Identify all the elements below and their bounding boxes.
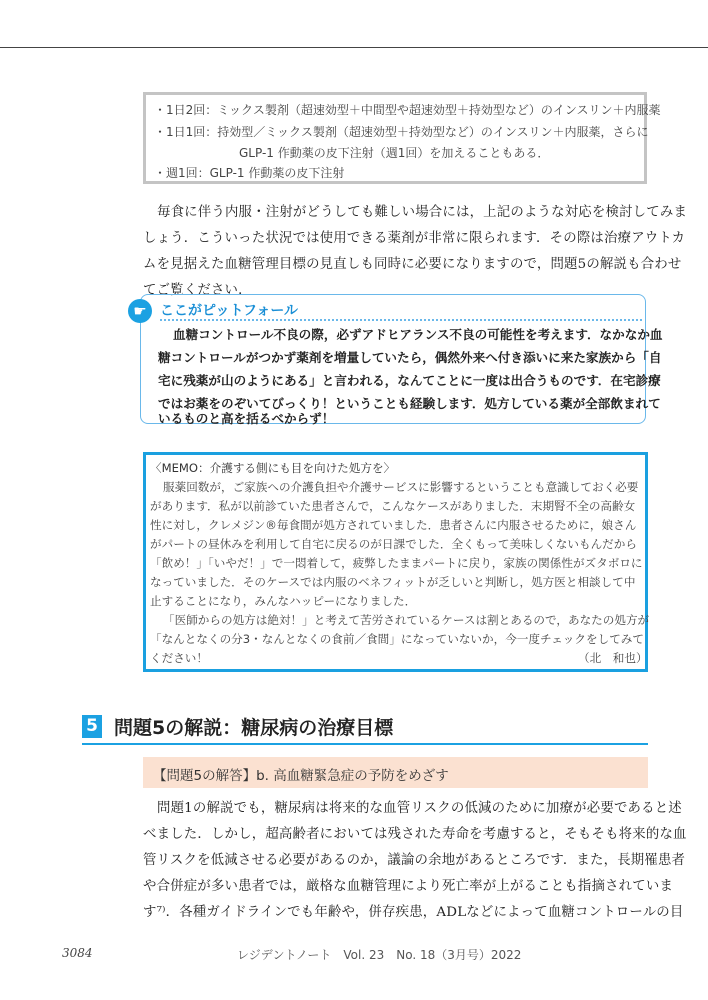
- regimen-line: GLP-1 作動薬の皮下注射（週1回）を加えることもある．: [239, 146, 550, 160]
- regimen-line: ・1日2回：ミックス製剤（超速効型＋中間型や超速効型＋持効型など）のインスリン＋内服薬: [154, 103, 661, 117]
- memo-title: 〈MEMO：介護する側にも目を向けた処方を〉: [150, 461, 396, 475]
- memo-line: 服薬回数が，ご家族への介護負担や介護サービスに影響するということも意識しておく必要: [163, 480, 639, 494]
- pitfall-line: 糖コントロールがつかず薬剤を増量していたら，偶然外来へ付き添いに来た家族から「自: [158, 350, 662, 365]
- drug-regimen-box: [143, 92, 661, 184]
- section-rule: [82, 743, 648, 745]
- memo-line: がパートの昼休みを利用して自宅に戻るのが日課でした．全くもって美味しくないもんだから: [150, 537, 637, 551]
- text-line: しょう．こういった状況では使用できる薬剤が非常に限られます．その際は治療アウトカ: [143, 231, 686, 246]
- memo-line: 「なんとなくの分3・なんとなくの食前／食間」になっていないか，今一度チェックをしてみて: [150, 632, 644, 646]
- answer-text: 【問題5の解答】b. 高血糖緊急症の予防をめざす: [153, 768, 449, 784]
- text-line: ムを見据えた血糖管理目標の見直しも同時に必要になりますので，問題5の解説も合わせ: [143, 257, 682, 272]
- text-line: や合併症が多い患者では，厳格な血糖管理により死亡率が上がることも指摘されていま: [143, 879, 674, 894]
- memo-line: なっていました．そのケースでは内服のベネフィットが乏しいと判断し，処方医と相談して中: [150, 575, 636, 589]
- text-line: 管リスクを低減させる必要があるのか，議論の余地があるところです．また，長期罹患者: [143, 853, 686, 868]
- text-line: 問題1の解説でも，糖尿病は将来的な血管リスクの低減のために加療が必要であると述: [157, 801, 682, 816]
- pitfall-line: ではお薬をのぞいてびっくり！ということも経験します．処方している薬が全部飲まれて: [158, 396, 661, 411]
- regimen-line: ・1日1回：持効型／ミックス製剤（超速効型＋持効型など）のインスリン＋内服薬，さらに: [154, 125, 649, 139]
- page-number: 3084: [62, 946, 93, 960]
- answer-bar: [143, 757, 648, 788]
- pointing-hand-icon: ☛: [128, 299, 152, 323]
- journal-footer: レジデントノート Vol. 23 No. 18（3月号）2022: [237, 948, 522, 962]
- pitfall-line: いるものと高を括るべからず！: [158, 411, 335, 426]
- section-number-badge: 5: [82, 715, 102, 738]
- top-rule: [0, 47, 708, 48]
- memo-line: 止することになり，みんなハッピーになりました．: [150, 594, 417, 608]
- memo-line: 「飲め！」「いやだ！」で一悶着して，疲弊したままパートに戻り，家族の関係性がズタボロに: [150, 556, 643, 570]
- text-line: す⁷⁾．各種ガイドラインでも年齢や，併存疾患，ADLなどによって血糖コントロールの目: [143, 905, 684, 920]
- memo-author: （北 和也）: [578, 651, 648, 665]
- pitfall-line: 宅に残薬が山のようにある」と言われる，なんてことに一度は出合うものです．在宅診療: [158, 373, 661, 388]
- dotted-divider: [160, 319, 642, 321]
- text-line: 毎食に伴う内服・注射がどうしても難しい場合には，上記のような対応を検討してみま: [157, 205, 688, 220]
- regimen-line: ・週1回：GLP-1 作動薬の皮下注射: [154, 166, 345, 180]
- memo-line: があります．私が以前診ていた患者さんで，こんなケースがありました．末期腎不全の高齢女: [150, 499, 636, 513]
- memo-line: 「医師からの処方は絶対！」と考えて苦労されているケースは割とあるので，あなたの処方が: [163, 613, 650, 627]
- memo-line: 性に対し，クレメジン®毎食間が処方されていました．患者さんに内服させるために，娘さん: [150, 518, 637, 532]
- memo-line: ください！: [150, 651, 208, 665]
- text-line: べました．しかし，超高齢者においては残された寿命を考慮すると，そもそも将来的な血: [143, 827, 687, 842]
- section-heading: 問題5の解説：糖尿病の治療目標: [114, 717, 394, 739]
- pitfall-title: ここがピットフォール: [160, 303, 299, 319]
- pitfall-line: 血糖コントロール不良の際，必ずアドヒアランス不良の可能性を考えます．なかなか血: [173, 327, 663, 342]
- text-line: てご覧ください．: [143, 283, 252, 298]
